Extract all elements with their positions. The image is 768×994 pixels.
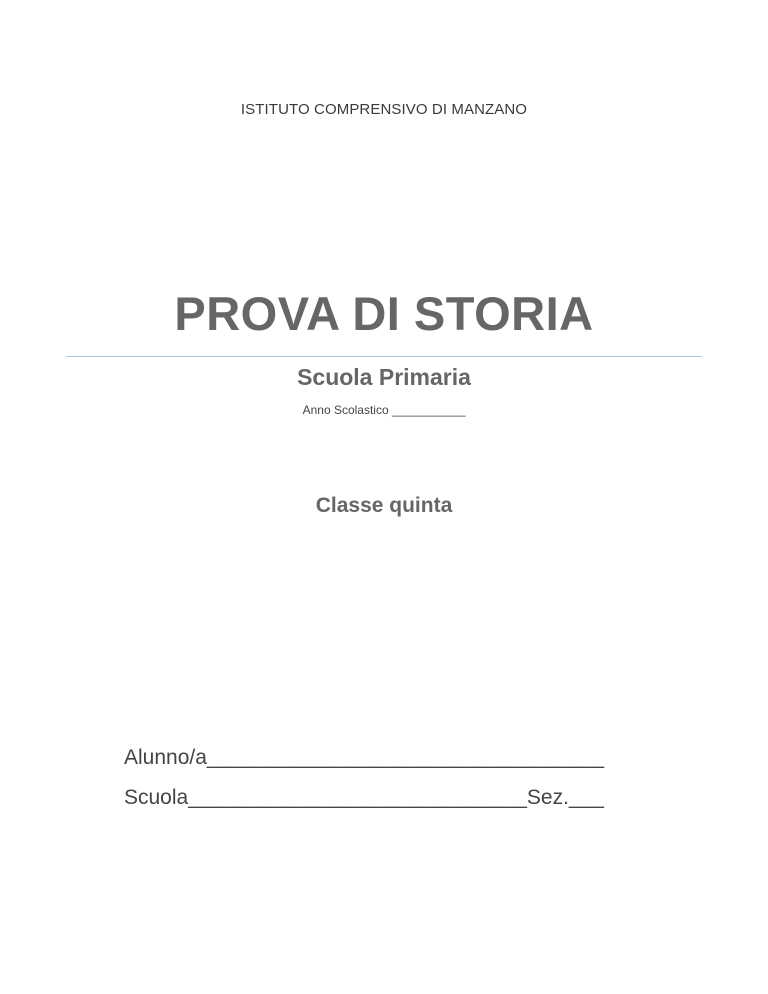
document-title: PROVA DI STORIA (174, 287, 594, 340)
school-level: Scuola Primaria (297, 364, 471, 390)
institute-name: ISTITUTO COMPRENSIVO DI MANZANO (240, 101, 528, 118)
student-name-line: Alunno/a__________________________________ (124, 746, 604, 769)
school-section-line: Scuola_____________________________Sez.___ (124, 786, 604, 809)
class-label: Classe quinta (315, 494, 453, 517)
school-year: Anno Scolastico ___________ (302, 403, 466, 417)
title-divider (66, 356, 702, 357)
